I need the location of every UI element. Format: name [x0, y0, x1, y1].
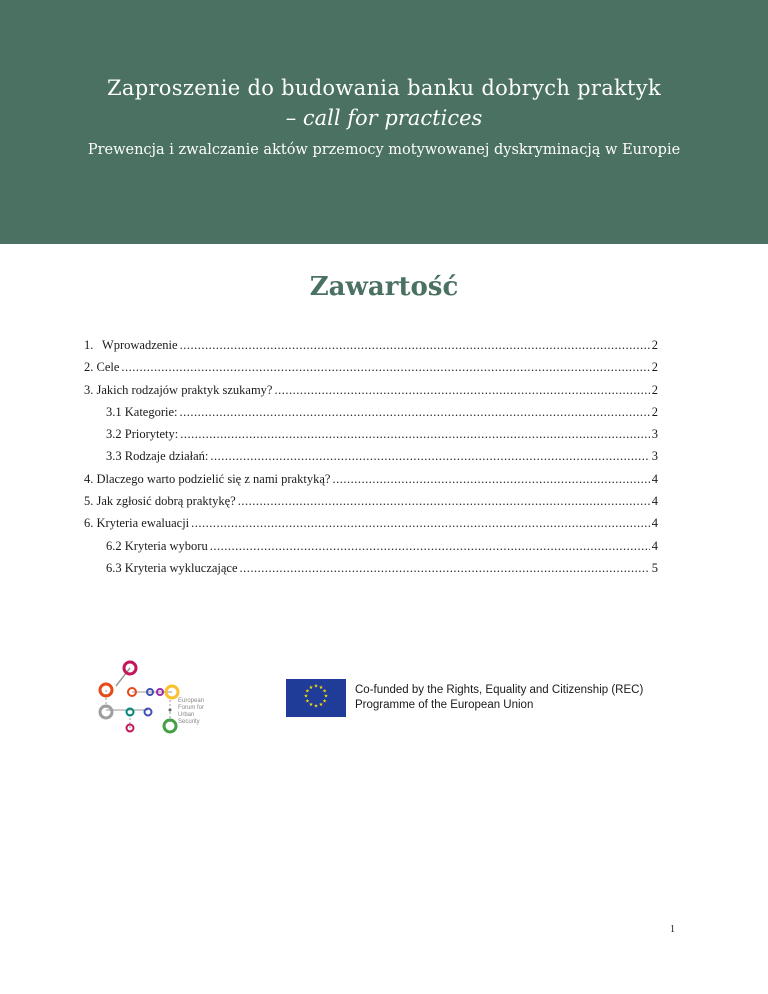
document-subtitle: – call for practices [285, 106, 483, 130]
toc-heading: Zawartość [309, 272, 459, 302]
svg-text:★: ★ [305, 688, 310, 695]
eu-flag-icon [286, 679, 346, 717]
toc-entry-page: 4 [651, 516, 658, 531]
toc-entry-label: 2. Cele [84, 360, 120, 375]
toc-entry-label: 3.3 Rodzaje działań: [106, 449, 209, 464]
toc-leader-dots [180, 427, 650, 442]
toc-entry-page: 5 [651, 560, 658, 575]
svg-text:★: ★ [313, 703, 319, 710]
eu-stars-icon [286, 679, 346, 717]
header-banner [0, 0, 768, 244]
toc-leader-dots [210, 449, 649, 464]
toc-leader-dots [240, 561, 650, 576]
toc-entry[interactable] [84, 472, 658, 494]
toc-entry-page: 2 [651, 338, 658, 352]
svg-text:★: ★ [322, 688, 327, 695]
toc-leader-dots [180, 405, 650, 420]
toc-entry[interactable] [84, 516, 658, 538]
svg-text:★: ★ [308, 684, 314, 691]
efus-logo [92, 658, 232, 738]
toc-entry-page: 2 [651, 404, 658, 419]
toc-entry-label: Wprowadzenie [101, 338, 178, 352]
toc-entry-label: 5. Jak zgłosić dobrą praktykę? [84, 494, 236, 509]
svg-text:★: ★ [305, 698, 310, 705]
toc-leader-dots [191, 516, 650, 531]
svg-text:★: ★ [318, 702, 324, 709]
toc-entry-label: 3.2 Priorytety: [106, 427, 179, 442]
svg-text:★: ★ [308, 702, 314, 709]
toc-subentry[interactable] [84, 449, 658, 471]
table-of-contents [84, 338, 658, 583]
toc-entry-label: 6.3 Kryteria wykluczające [106, 560, 238, 575]
toc-entry[interactable] [84, 494, 658, 516]
toc-entry-page: 2 [651, 382, 658, 397]
toc-entry-label: 3.1 Kategorie: [106, 404, 178, 419]
efus-logo-text: European Forum for Urban Security [178, 698, 205, 725]
toc-entry[interactable] [84, 383, 658, 405]
toc-leader-dots [180, 338, 650, 353]
toc-entry-number: 1. [84, 338, 94, 352]
toc-subentry[interactable] [84, 561, 658, 583]
toc-leader-dots [332, 472, 649, 487]
toc-entry-label: 3. Jakich rodzajów praktyk szukamy? [84, 382, 273, 397]
toc-entry-page: 3 [651, 449, 658, 464]
toc-subentry[interactable] [84, 427, 658, 449]
page-number: 1 [670, 924, 675, 935]
svg-text:★: ★ [318, 684, 324, 691]
svg-text:★: ★ [303, 693, 309, 700]
svg-text:★: ★ [322, 698, 327, 705]
toc-entry-page: 2 [651, 360, 658, 375]
toc-entry-page: 4 [651, 494, 658, 509]
toc-entry-page: 4 [651, 538, 658, 553]
efus-network-icon [92, 658, 232, 738]
toc-subentry[interactable] [84, 539, 658, 561]
toc-leader-dots [210, 539, 650, 554]
toc-leader-dots [121, 360, 649, 375]
toc-entry-label: 6. Kryteria ewaluacji [84, 516, 190, 531]
eu-funding-statement: Co-funded by the Rights, Equality and Citizenship (REC) Programme of the European Union [355, 684, 644, 711]
svg-text:★: ★ [323, 693, 329, 700]
toc-leader-dots [274, 383, 649, 398]
toc-entry-label: 4. Dlaczego warto podzielić się z nami praktyką? [84, 471, 331, 486]
toc-entry[interactable] [84, 338, 658, 360]
document-title: Zaproszenie do budowania banku dobrych praktyk [107, 76, 661, 100]
toc-entry-page: 3 [651, 427, 658, 442]
toc-entry-page: 4 [651, 471, 658, 486]
toc-entry[interactable] [84, 360, 658, 382]
toc-entry-label: 6.2 Kryteria wyboru [106, 538, 208, 553]
document-tagline: Prewencja i zwalczanie aktów przemocy motywowanej dyskryminacją w Europie [87, 142, 681, 158]
svg-text:★: ★ [313, 683, 319, 690]
toc-leader-dots [238, 494, 650, 509]
toc-subentry[interactable] [84, 405, 658, 427]
